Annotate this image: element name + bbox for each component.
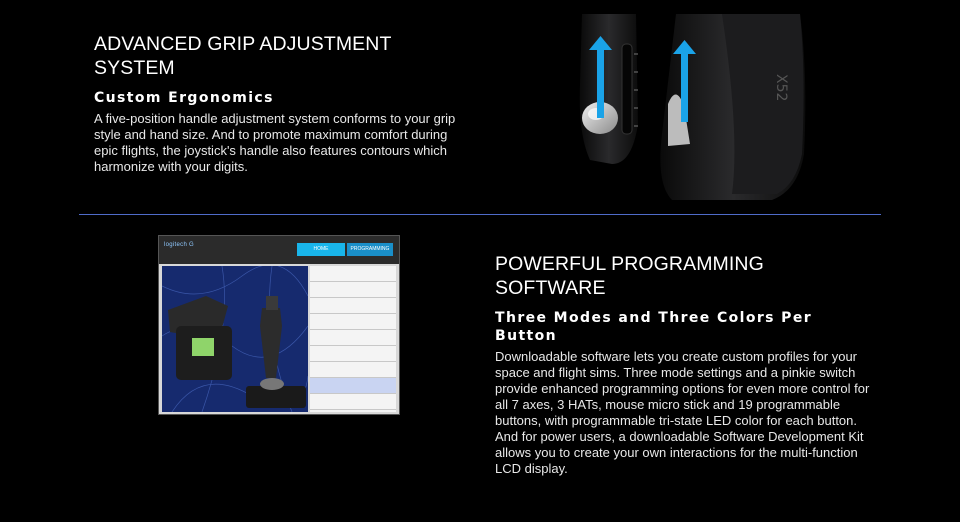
- list-item: [310, 394, 396, 410]
- grip-subheading: Custom Ergonomics: [94, 90, 274, 106]
- grip-description: A five-position handle adjustment system conforms to your grip style and hand size. And to promote maximum comfort during epic flights, the joystick's handle also features contours which harmonize with your digits.: [94, 111, 456, 174]
- list-item-selected: [310, 378, 396, 394]
- software-screenshot: [158, 235, 400, 415]
- list-item: [310, 314, 396, 330]
- list-item: [310, 330, 396, 346]
- list-item: [310, 346, 396, 362]
- software-description: Downloadable software lets you create custom profiles for your space and flight sims. Three mode settings and a pinkie switch provide enhanced programming options for even more control for all 7 axes, 3 HATs, mouse micro stick and 19 programmable buttons, with programmable tri-state LED color for each button. And for power users, a downloadable Software Development Kit allows you to create your own interactions for the multi-function LCD display.: [495, 349, 870, 476]
- svg-text:X52: X52: [773, 74, 789, 102]
- software-section: [495, 252, 875, 477]
- software-subheading: Three Modes and Three Colors Per Button: [495, 310, 813, 344]
- button-list-panel: [310, 266, 396, 412]
- joystick-handle-image: [572, 14, 812, 200]
- logitech-logo: logitech G: [164, 242, 195, 248]
- programming-button: PROGRAMMING: [347, 243, 393, 256]
- list-item: [310, 362, 396, 378]
- home-button: HOME: [297, 243, 345, 256]
- list-item: [310, 298, 396, 314]
- grip-heading: ADVANCED GRIP ADJUSTMENT SYSTEM: [94, 33, 392, 79]
- section-divider: [79, 214, 881, 215]
- joystick-preview: [162, 266, 308, 412]
- software-heading: POWERFUL PROGRAMMING SOFTWARE: [495, 253, 764, 299]
- list-item: [310, 266, 396, 282]
- list-item: [310, 282, 396, 298]
- joystick-render-icon: [162, 266, 308, 412]
- software-toolbar: [159, 236, 399, 264]
- grip-section: [94, 32, 464, 175]
